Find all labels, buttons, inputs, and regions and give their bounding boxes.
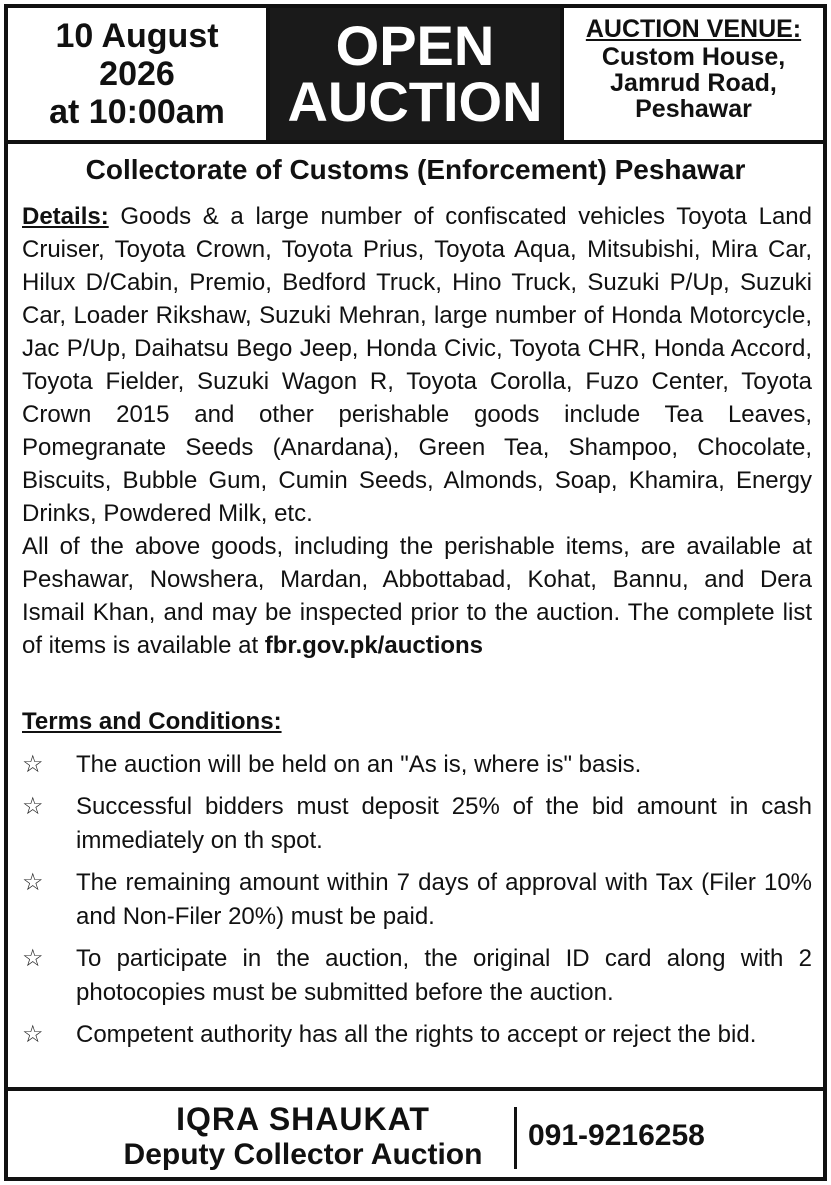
footer-divider (514, 1107, 517, 1169)
auction-venue (560, 8, 823, 140)
organization-title: Collectorate of Customs (Enforcement) Peshawar (85, 154, 746, 185)
venue-line-3: Peshawar (635, 95, 752, 123)
availability-text: All of the above goods, including the perishable items, are available at Peshawar, Nowshera, Mardan, Abbottabad, Kohat, Bannu, and Dera Ismail Khan, and may be inspected prior to the auction. The complete list of items is available at (22, 533, 812, 659)
term-item (22, 790, 812, 858)
venue-line-2: Jamrud Road, (610, 69, 777, 97)
details-section (22, 200, 812, 662)
banner-line-2: AUCTION (287, 70, 543, 133)
term-text: The auction will be held on an "As is, where is" basis. (76, 751, 642, 778)
terms-heading: Terms and Conditions: (22, 708, 282, 735)
auctions-link[interactable]: fbr.gov.pk/auctions (264, 632, 484, 659)
star-icon: ☆ (22, 793, 44, 820)
star-icon: ☆ (22, 751, 44, 778)
signatory-name: IQRA SHAUKAT (176, 1101, 430, 1137)
term-item (22, 1018, 812, 1052)
signatory (88, 1101, 518, 1173)
open-auction-banner (270, 8, 560, 140)
contact-phone[interactable]: 091-9216258 (528, 1119, 705, 1152)
term-text: To participate in the auction, the original ID card along with 2 photocopies must be submitted before the auction. (76, 945, 812, 1006)
footer (8, 1087, 823, 1181)
star-icon: ☆ (22, 945, 44, 972)
term-text: The remaining amount within 7 days of approval with Tax (Filer 10% and Non-Filer 20%) must be paid. (76, 869, 812, 930)
details-paragraph (22, 200, 812, 530)
terms-list (22, 748, 812, 1060)
venue-label: AUCTION VENUE: (585, 15, 802, 43)
banner-line-1: OPEN (335, 14, 495, 77)
term-item (22, 866, 812, 934)
term-text: Competent authority has all the rights to accept or reject the bid. (76, 1021, 757, 1048)
auction-date (8, 8, 270, 140)
star-icon: ☆ (22, 869, 44, 896)
date-line-3: at 10:00am (49, 93, 225, 131)
details-label: Details: (22, 203, 109, 230)
details-text: Goods & a large number of confiscated vehicles Toyota Land Cruiser, Toyota Crown, Toyota Prius, Toyota Aqua, Mitsubishi, Mira Car, Hilux D/Cabin, Premio, Bedford Truck, Hino Truck, Suzuki P/Up, Suzuki Car, Loader Rikshaw, Suzuki Mehran, large number of Honda Motorcycle, Jac P/Up, Daihatsu Bego Jeep, Honda Civic, Toyota CHR, Honda Accord, Toyota Fielder, Suzuki Wagon R, Toyota Corolla, Fuzo Center, Toyota Crown 2015 and other perishable goods include Tea Leaves, Pomegranate Seeds (Anardana), Green Tea, Shampoo, Chocolate, Biscuits, Bubble Gum, Cumin Seeds, Almonds, Soap, Khamira, Energy Drinks, Powdered Milk, etc. (22, 203, 812, 527)
auction-notice (4, 4, 827, 1181)
date-line-2: 2026 (99, 55, 175, 93)
term-item (22, 748, 812, 782)
date-line-1: 10 August (55, 17, 219, 55)
availability-paragraph (22, 530, 812, 662)
star-icon: ☆ (22, 1021, 44, 1048)
header (8, 8, 823, 144)
venue-line-1: Custom House, (601, 43, 786, 71)
signatory-role: Deputy Collector Auction (123, 1138, 483, 1171)
term-text: Successful bidders must deposit 25% of the bid amount in cash immediately on th spot. (76, 793, 812, 854)
term-item (22, 942, 812, 1010)
